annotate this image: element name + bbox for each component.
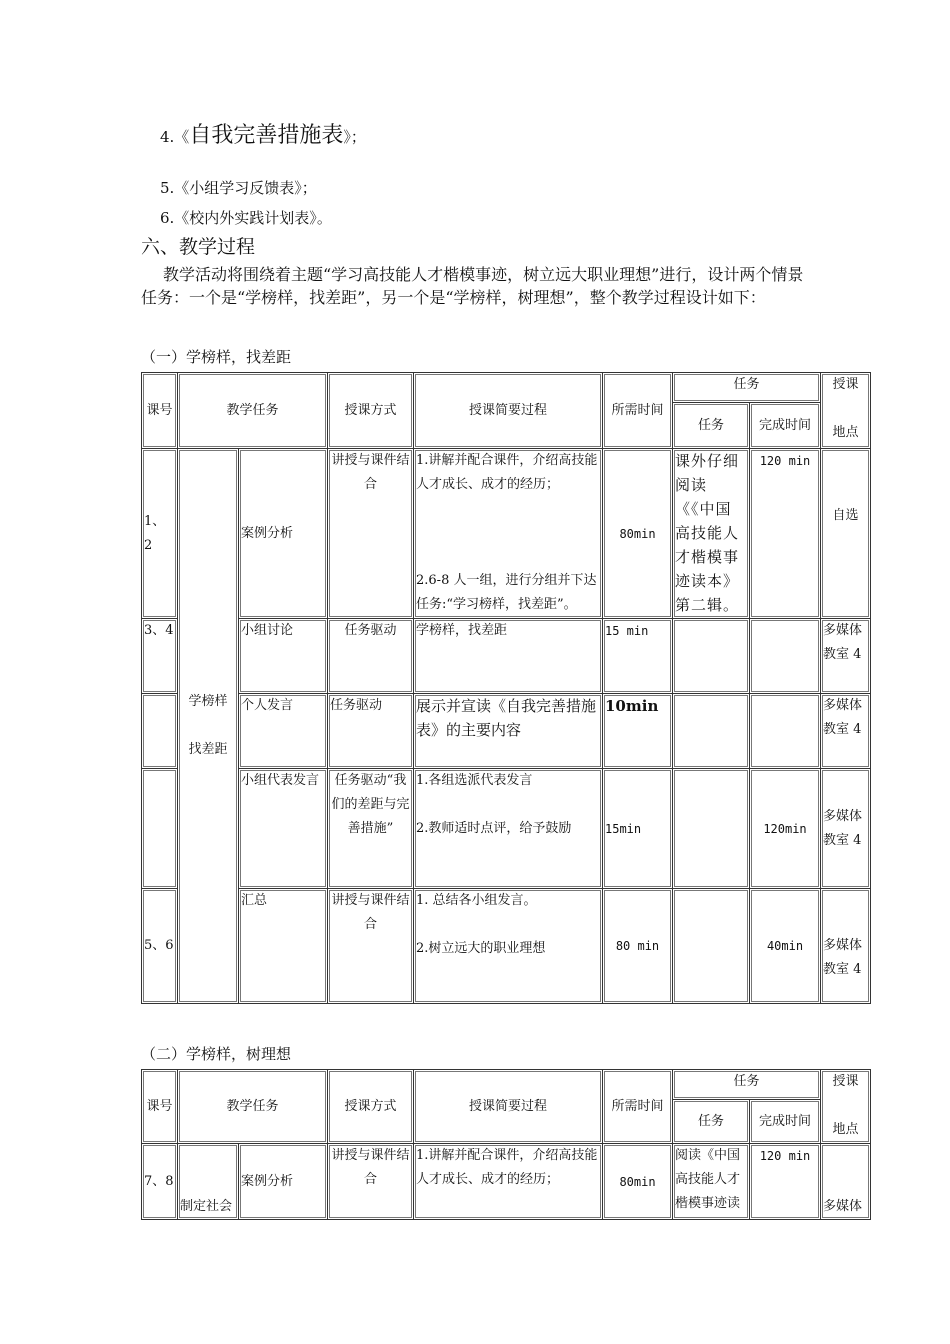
task-name: 案例分析 xyxy=(239,449,328,619)
table-row xyxy=(142,449,871,619)
process-step-1: 1.讲解并配合课件，介绍高技能人才成长、成才的经历； xyxy=(416,453,598,492)
method: 任务驱动 xyxy=(328,694,414,769)
section-heading: 六、教学过程 xyxy=(141,236,256,258)
time: 80min xyxy=(603,449,673,619)
assignment-time: 40min xyxy=(750,889,821,1004)
header-assignment-time: 完成时间 xyxy=(750,1100,821,1144)
process: 学榜样，找差距 xyxy=(414,619,603,694)
lesson-no: 7、8 xyxy=(142,1144,178,1220)
intro-paragraph xyxy=(141,263,811,309)
assignment-task: 课外仔细阅读《《中国高技能人才楷模事迹读本》第二辑。 xyxy=(673,449,750,619)
header-assignment: 任务 xyxy=(673,373,821,403)
process-step-2: 2.教师适时点评，给予鼓励 xyxy=(416,821,572,836)
table-row xyxy=(142,889,871,1004)
process-step-1: 1. 总结各小组发言。 xyxy=(416,893,537,908)
header-process: 授课简要过程 xyxy=(414,373,603,449)
assignment-time: 120min xyxy=(750,769,821,889)
header-place-line1: 授课 xyxy=(832,1074,859,1089)
intro-text: 教学活动将围绕着主题“学习高技能人才楷模事迹，树立远大职业理想”进行，设计两个情景任务：一个是“学榜样，找差距”，另一个是“学榜样，树理想”，整个教学过程设计如下： xyxy=(141,265,804,307)
assignment-task xyxy=(673,769,750,889)
assignment-task xyxy=(673,619,750,694)
list-item-4-tail: 》； xyxy=(343,128,366,146)
header-assignment-time: 完成时间 xyxy=(750,403,821,449)
task-group-line2: 找差距 xyxy=(188,742,228,757)
table1-caption: （一）学榜样，找差距 xyxy=(141,348,292,366)
method: 任务驱动 xyxy=(328,619,414,694)
header-task: 教学任务 xyxy=(178,1070,328,1144)
header-place xyxy=(821,373,871,449)
header-time: 所需时间 xyxy=(603,1070,673,1144)
lesson-no: 5、6 xyxy=(142,889,178,1004)
process-step-1: 1.各组选派代表发言 xyxy=(416,773,533,788)
assignment-time: 120 min xyxy=(750,449,821,619)
lesson-no: 1、 2 xyxy=(142,449,178,619)
header-assignment-task: 任务 xyxy=(673,403,750,449)
task-group: 制定社会 xyxy=(178,1144,239,1220)
place: 多媒体教室 4 xyxy=(821,769,871,889)
header-time: 所需时间 xyxy=(603,373,673,449)
header-method: 授课方式 xyxy=(328,373,414,449)
header-assignment-task: 任务 xyxy=(673,1100,750,1144)
assignment-time xyxy=(750,619,821,694)
place: 多媒体教室 4 xyxy=(821,694,871,769)
header-place-line1: 授课 xyxy=(832,377,859,392)
time: 80min xyxy=(603,1144,673,1220)
task-name: 小组代表发言 xyxy=(239,769,328,889)
process xyxy=(414,889,603,1004)
assignment-time xyxy=(750,694,821,769)
task-name: 个人发言 xyxy=(239,694,328,769)
task-name: 汇总 xyxy=(239,889,328,1004)
task-name: 案例分析 xyxy=(239,1144,328,1220)
method: 任务驱动“我们的差距与完善措施” xyxy=(328,769,414,889)
assignment-task: 阅读《中国高技能人才楷模事迹读 xyxy=(673,1144,750,1220)
process-step-2: 2.6-8 人一组，进行分组并下达任务:“学习榜样，找差距”。 xyxy=(416,573,597,612)
time: 80 min xyxy=(603,889,673,1004)
time: 10min xyxy=(603,694,673,769)
table-row xyxy=(142,1144,871,1220)
header-lesson-no: 课号 xyxy=(142,373,178,449)
task-group xyxy=(178,449,239,1004)
assignment-time: 120 min xyxy=(750,1144,821,1220)
lesson-no xyxy=(142,769,178,889)
header-place-line2: 地点 xyxy=(832,425,859,440)
lesson-no: 3、4 xyxy=(142,619,178,694)
header-assignment: 任务 xyxy=(673,1070,821,1100)
header-place-line2: 地点 xyxy=(832,1122,859,1137)
header-lesson-no: 课号 xyxy=(142,1070,178,1144)
time: 15min xyxy=(603,769,673,889)
method: 讲授与课件结合 xyxy=(328,889,414,1004)
table-row xyxy=(142,619,871,694)
lesson-no xyxy=(142,694,178,769)
place: 自选 xyxy=(821,449,871,619)
task-group-line1: 学榜样 xyxy=(188,694,228,709)
method: 讲授与课件结合 xyxy=(328,1144,414,1220)
process-step-2: 2.树立远大的职业理想 xyxy=(416,941,546,956)
place: 多媒体教室 4 xyxy=(821,619,871,694)
task-name: 小组讨论 xyxy=(239,619,328,694)
place: 多媒体教室 4 xyxy=(821,889,871,1004)
assignment-task xyxy=(673,889,750,1004)
list-item-4-title: 自我完善措施表 xyxy=(189,123,344,148)
table-2 xyxy=(141,1069,871,1220)
list-item-4 xyxy=(160,118,366,149)
process: 1.讲解并配合课件，介绍高技能人才成长、成才的经历； xyxy=(414,1144,603,1220)
table2-caption: （二）学榜样，树理想 xyxy=(141,1045,292,1063)
place: 多媒体 xyxy=(821,1144,871,1220)
time: 15 min xyxy=(603,619,673,694)
table-1 xyxy=(141,372,871,1004)
process xyxy=(414,769,603,889)
process xyxy=(414,449,603,619)
assignment-task xyxy=(673,694,750,769)
list-item-6: 6.《校内外实践计划表》。 xyxy=(160,209,332,227)
header-task: 教学任务 xyxy=(178,373,328,449)
header-place xyxy=(821,1070,871,1144)
list-item-4-number: 4.《 xyxy=(160,128,190,146)
table-row xyxy=(142,769,871,889)
list-item-5: 5.《小组学习反馈表》； xyxy=(160,179,317,197)
process: 展示并宣读《自我完善措施表》的主要内容 xyxy=(414,694,603,769)
header-method: 授课方式 xyxy=(328,1070,414,1144)
method: 讲授与课件结合 xyxy=(328,449,414,619)
header-process: 授课简要过程 xyxy=(414,1070,603,1144)
table-row xyxy=(142,694,871,769)
